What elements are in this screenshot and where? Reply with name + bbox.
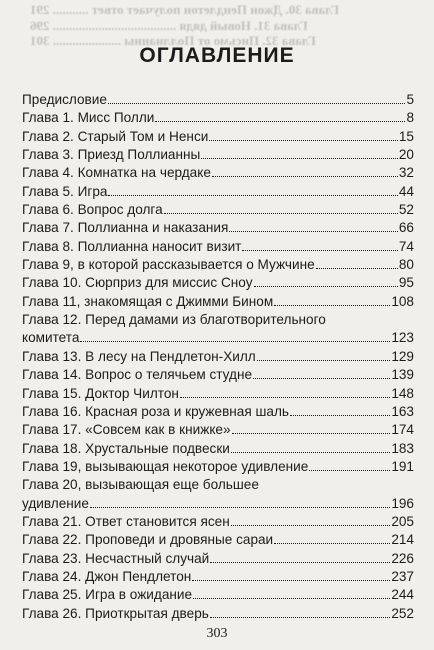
toc-entry <box>22 201 414 219</box>
toc-entry-page: 226 <box>391 550 414 566</box>
toc-entry-page: 163 <box>391 403 414 419</box>
toc-entry-title: Глава 26. Приоткрытая дверь <box>22 605 209 621</box>
toc-entry-title: Глава 8. Поллианна наносит визит <box>22 238 242 254</box>
dot-leader <box>309 458 390 471</box>
toc-entry-page: 52 <box>398 202 414 218</box>
dot-leader <box>193 586 390 599</box>
toc-entry <box>22 385 414 403</box>
toc-entry-title: Глава 1. Мисс Полли <box>22 110 155 126</box>
toc-entry <box>22 311 414 329</box>
dot-leader <box>192 568 390 581</box>
toc-entry <box>22 568 414 586</box>
toc-entry <box>22 476 414 494</box>
toc-entry <box>22 183 414 201</box>
toc-entry-title: Глава 19, вызывающая некоторое удивление <box>22 458 309 474</box>
dot-leader <box>316 256 398 269</box>
dot-leader <box>201 146 398 159</box>
toc-entry-title: Глава 23. Несчастный случай <box>22 550 210 566</box>
toc-entry-page: 205 <box>391 513 414 529</box>
toc-entry-title: Глава 21. Ответ становится ясен <box>22 513 230 529</box>
toc-entry <box>22 586 414 604</box>
toc-entry-title: Предисловие <box>22 92 107 107</box>
toc-entry <box>22 605 414 623</box>
toc-entry <box>22 274 414 292</box>
toc-entry-page: 174 <box>391 422 414 438</box>
toc-entry-title: Глава 18. Хрустальные подвески <box>22 440 230 456</box>
toc-entry <box>22 513 414 531</box>
dot-leader <box>274 531 390 544</box>
dot-leader <box>274 293 390 306</box>
dot-leader <box>257 348 391 361</box>
toc-entry <box>22 146 414 164</box>
dot-leader <box>155 109 405 122</box>
dot-leader <box>260 477 413 489</box>
dot-leader <box>242 238 397 251</box>
toc-entry-page: 5 <box>406 92 414 107</box>
toc-entry-title: Глава 7. Поллианна и наказания <box>22 220 229 236</box>
toc-entry <box>22 91 414 109</box>
dot-leader <box>231 513 391 526</box>
toc-entry-page: 148 <box>391 385 414 401</box>
toc-entry-title: Глава 9, в которой рассказывается о Мужчине <box>22 257 315 273</box>
toc-entry <box>22 531 414 549</box>
dot-leader <box>108 91 406 104</box>
toc-entry-page: 15 <box>398 128 414 144</box>
toc-entry <box>22 366 414 384</box>
toc-entry <box>22 256 414 274</box>
toc-entry <box>22 458 414 476</box>
toc-entry <box>22 348 414 366</box>
toc-entry-title: Глава 6. Вопрос долга <box>22 202 163 218</box>
toc-entry <box>22 421 414 439</box>
toc-entry-page: 74 <box>398 238 414 254</box>
toc-entry-title: Глава 13. В лесу на Пендлетон-Хилл <box>22 348 256 364</box>
toc-entry-title: удивление <box>22 495 89 511</box>
dot-leader <box>80 329 390 342</box>
toc-entry-title: Глава 2. Старый Том и Ненси <box>22 128 209 144</box>
toc-entry-title: комитета <box>22 330 80 346</box>
toc-entry-title: Глава 14. Вопрос о телячьем студне <box>22 367 253 383</box>
dot-leader <box>164 201 398 214</box>
show-through-text: Глава 30. Джон Пендлетон получает ответ ........... 291 Глава 31. Новый дядя ...................................... 296 Глава 32. Письмо от Поллианны ..................... 301 <box>30 2 340 48</box>
toc-entry <box>22 219 414 237</box>
toc-entry-title: Глава 12. Перед дамами из благотворительного <box>22 312 326 328</box>
dot-leader <box>210 550 390 563</box>
toc-entry <box>22 495 414 513</box>
toc-entry-title: Глава 4. Комнатка на чердаке <box>22 165 211 181</box>
toc-entry-page: 252 <box>391 605 414 621</box>
toc-entry-page: 8 <box>406 110 414 126</box>
toc-entry <box>22 128 414 146</box>
toc-entry <box>22 403 414 421</box>
dot-leader <box>232 421 391 434</box>
toc-entry <box>22 164 414 182</box>
toc-entry-title: Глава 16. Красная роза и кружевная шаль <box>22 403 289 419</box>
toc-entry <box>22 550 414 568</box>
toc-entry-page: 129 <box>391 348 414 364</box>
dot-leader <box>327 312 413 324</box>
toc-entry-title: Глава 22. Проповеди и дровяные сараи <box>22 532 274 548</box>
toc-entry-title: Глава 20, вызывающая еще большее <box>22 477 259 493</box>
dot-leader <box>180 385 390 398</box>
dot-leader <box>290 403 390 416</box>
dot-leader <box>108 183 397 196</box>
toc-entry-title: Глава 5. Игра <box>22 183 108 199</box>
toc-entry-page: 123 <box>391 330 414 346</box>
toc-entry-page: 191 <box>391 458 414 474</box>
dot-leader <box>253 366 390 379</box>
toc-entry-title: Глава 3. Приезд Поллианны <box>22 147 201 163</box>
toc-entry-title: Глава 24. Джон Пендлетон <box>22 568 192 584</box>
dot-leader <box>229 219 398 232</box>
toc-entry-page: 183 <box>391 440 414 456</box>
toc-entry-page: 66 <box>398 220 414 236</box>
toc-entry <box>22 329 414 347</box>
toc-entry-title: Глава 10. Сюрприз для миссис Сноу <box>22 275 253 291</box>
toc-entry-page: 139 <box>391 367 414 383</box>
page-number: 303 <box>206 626 228 641</box>
page-title: ОГЛАВЛЕНИЕ <box>139 44 295 67</box>
toc-entry-page: 80 <box>398 257 414 273</box>
dot-leader <box>209 128 398 141</box>
toc-entry-title: Глава 25. Игра в ожидание <box>22 587 193 603</box>
toc-entry-page: 95 <box>398 275 414 291</box>
toc-entry-title: Глава 15. Доктор Чилтон <box>22 385 179 401</box>
toc-entry-page: 32 <box>398 165 414 181</box>
toc-entry-page: 44 <box>398 183 414 199</box>
dot-leader <box>231 440 390 453</box>
toc-entry <box>22 293 414 311</box>
toc-entry-page: 196 <box>391 495 414 511</box>
toc-entry-title: Глава 11, знакомящая с Джимми Бином <box>22 293 274 309</box>
dot-leader <box>210 605 390 618</box>
dot-leader <box>212 164 398 177</box>
toc-entry-title: Глава 17. «Совсем как в книжке» <box>22 422 231 438</box>
toc-entry <box>22 109 414 127</box>
toc-entry <box>22 238 414 256</box>
toc-entry-page: 108 <box>391 293 414 309</box>
toc-entry-page: 244 <box>391 587 414 603</box>
dot-leader <box>90 495 390 508</box>
table-of-contents <box>22 91 414 623</box>
dot-leader <box>254 274 398 287</box>
toc-entry <box>22 440 414 458</box>
toc-entry-page: 237 <box>391 568 414 584</box>
toc-entry-page: 214 <box>391 532 414 548</box>
toc-entry-page: 20 <box>398 147 414 163</box>
